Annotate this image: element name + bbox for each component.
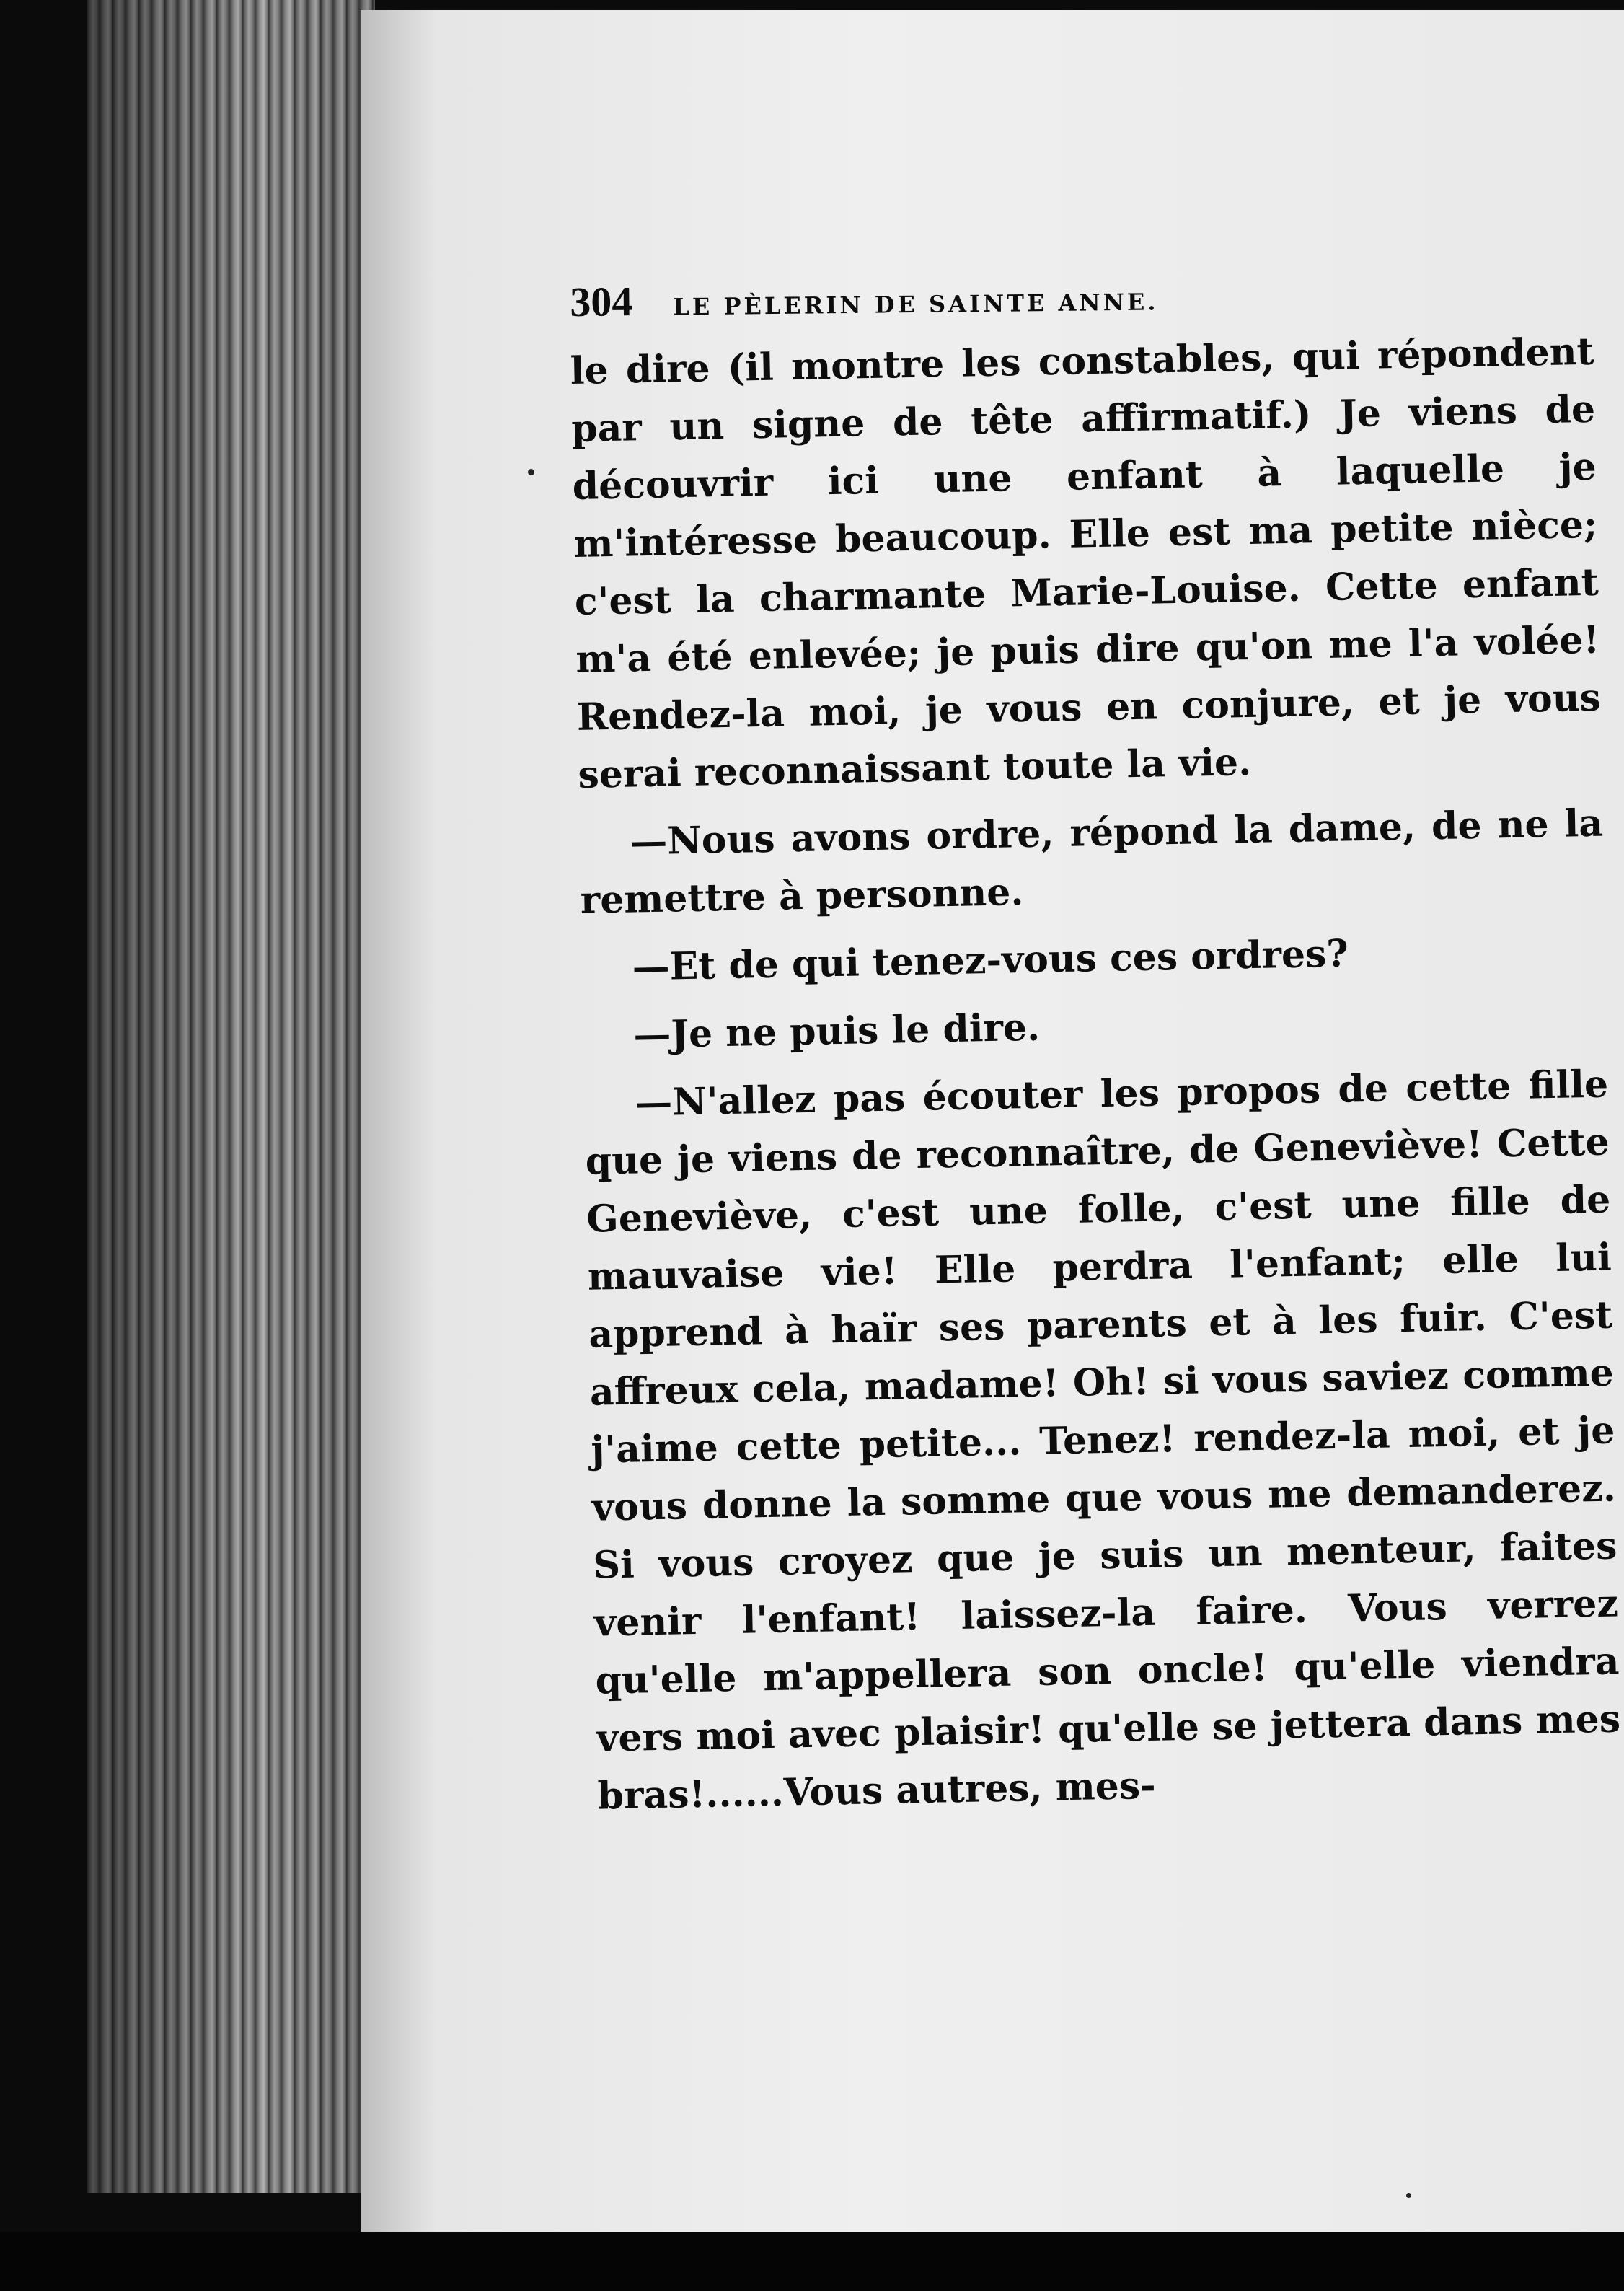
- body-text: [570, 323, 1622, 1826]
- paragraph: —Nous avons ordre, répond la dame, de ne la remettre à personne.: [580, 801, 1604, 923]
- ink-speck: [528, 469, 534, 475]
- paragraph: —Et de qui tenez-vous ces ordres?: [632, 931, 1349, 990]
- scan-bottom-edge: [0, 2232, 1624, 2291]
- paragraph: —N'allez pas écouter les propos de cette fille que je viens de reconnaître, de Geneviève! Cette Geneviève, c'est une folle, c'est une fille de mauvaise vie! Elle perdra l'enfant; elle lui apprend à haïr ses parents et à les fuir. C'est affreux cela, madame! Oh! si vous saviez comme j'aime cette petite... Tenez! rendez-la moi, et je vous donne la somme que vous me demanderez. Si vous croyez que je suis un menteur, faites venir l'enfant! laissez-la faire. Vous verrez qu'elle m'appellera son oncle! qu'elle viendra vers moi avec plaisir! qu'elle se jettera dans mes bras!......Vous autres, mes-: [585, 1062, 1621, 1819]
- running-head: [570, 267, 1594, 335]
- page-number: 304: [570, 278, 633, 325]
- book-page-edges: [87, 0, 375, 2193]
- ink-speck: [1406, 2193, 1411, 2198]
- paragraph: le dire (il montre les constables, qui répondent par un signe de tête affirmatif.) Je viens de découvrir ici une enfant à laquelle je m'intéresse beaucoup. Elle est ma petite nièce; c'est la charmante Marie-Louise. Cette enfant m'a été enlevée; je puis dire qu'on me l'a volée! Rendez-la moi, je vous en conjure, et je vous serai reconnaissant toute la vie.: [570, 329, 1602, 797]
- running-title: LE PÈLERIN DE SAINTE ANNE.: [673, 288, 1159, 321]
- page-text-block: [570, 278, 1621, 1836]
- paragraph: —Je ne puis le dire.: [632, 1005, 1041, 1057]
